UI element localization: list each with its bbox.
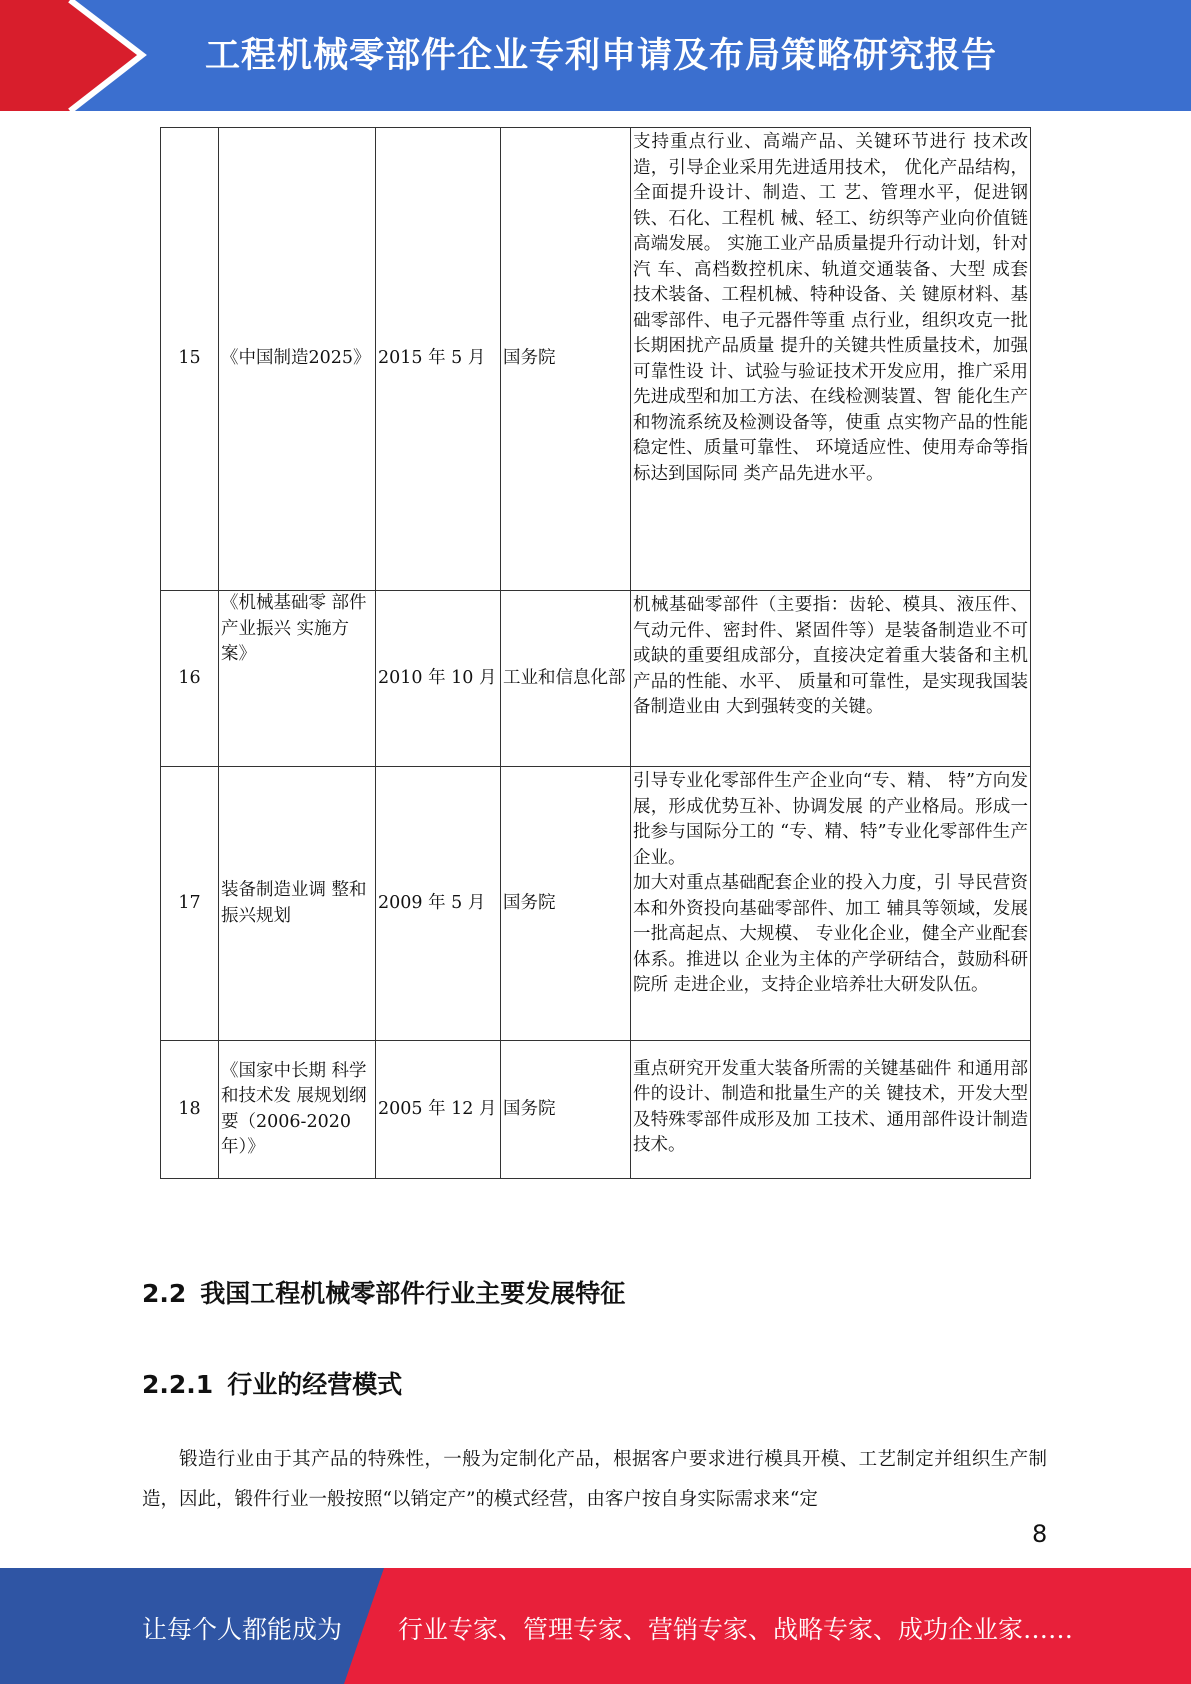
description-paragraph: 加大对重点基础配套企业的投入力度，引 导民营资本和外资投向基础零部件、加工 辅具等领域，发展一批高起点、大规模、 专业化企业，健全产业配套体系。推进以 企业为主体的产学研结合，鼓励科研院所 走进企业，支持企业培养壮大研发队伍。 — [633, 873, 1028, 995]
policy-name: 装备制造业调 整和振兴规划 — [219, 767, 376, 1041]
policy-date: 2010 年 10 月 — [376, 591, 501, 767]
section-heading — [142, 1274, 625, 1310]
policy-name: 《国家中长期 科学和技术发 展规划纲要（2006-2020年）》 — [219, 1041, 376, 1179]
policy-issuer: 国务院 — [501, 767, 631, 1041]
header-title: 工程机械零部件企业专利申请及布局策略研究报告 — [205, 36, 998, 76]
policy-table — [160, 127, 1031, 1179]
policy-name: 《中国制造2025》 — [219, 128, 376, 591]
footer-slogan-right: 行业专家、管理专家、营销专家、战略专家、成功企业家…… — [398, 1615, 1074, 1644]
subsection-number: 2.2.1 — [142, 1370, 214, 1399]
row-number: 15 — [161, 128, 219, 591]
table-row — [161, 591, 1031, 767]
footer-slogan-left: 让每个人都能成为 — [142, 1615, 343, 1644]
policy-issuer: 工业和信息化部 — [501, 591, 631, 767]
body-paragraph: 锻造行业由于其产品的特殊性，一般为定制化产品，根据客户要求进行模具开模、工艺制定并组织生产制造，因此，锻件行业一般按照“以销定产”的模式经营，由客户按自身实际需求来“定 — [142, 1449, 1047, 1510]
policy-description: 重点研究开发重大装备所需的关键基础件 和通用部件的设计、制造和批量生产的关 键技术，开发大型及特殊零部件成形及加 工技术、通用部件设计制造技术。 — [631, 1041, 1031, 1179]
policy-description: 支持重点行业、高端产品、关键环节进行 技术改造，引导企业采用先进适用技术， 优化产品结构，全面提升设计、制造、工 艺、管理水平，促进钢铁、石化、工程机 械、轻工、纺织等产业向价值链高端发展。 实施工业产品质量提升行动计划，针对汽 车、高档数控机床、轨道交通装备、大型 成套技术装备、工程机械、特种设备、关 键原材料、基础零部件、电子元器件等重 点行业，组织攻克一批长期困扰产品质量 提升的关键共性质量技术，加强可靠性设 计、试验与验证技术开发应用，推广采用 先进成型和加工方法、在线检测装置、智 能化生产和物流系统及检测设备等，使重 点实物产品的性能稳定性、质量可靠性、 环境适应性、使用寿命等指标达到国际同 类产品先进水平。 — [631, 128, 1031, 591]
page-number: 8 — [1032, 1520, 1048, 1548]
policy-description: 机械基础零部件（主要指：齿轮、模具、液压件、气动元件、密封件、紧固件等）是装备制造业不可或缺的重要组成部分，直接决定着重大装备和主机产品的性能、水平、 质量和可靠性，是实现我国装备制造业由 大到强转变的关键。 — [631, 591, 1031, 767]
policy-issuer: 国务院 — [501, 1041, 631, 1179]
table-row — [161, 767, 1031, 1041]
policy-description — [631, 767, 1031, 1041]
table-row — [161, 128, 1031, 591]
page-footer — [0, 1568, 1191, 1684]
policy-date: 2005 年 12 月 — [376, 1041, 501, 1179]
subsection-heading — [142, 1365, 402, 1401]
section-number: 2.2 — [142, 1279, 187, 1308]
row-number: 16 — [161, 591, 219, 767]
policy-name: 《机械基础零 部件产业振兴 实施方案》 — [219, 591, 376, 767]
section-title: 我国工程机械零部件行业主要发展特征 — [200, 1279, 626, 1308]
row-number: 17 — [161, 767, 219, 1041]
page-header — [0, 0, 1191, 111]
description-paragraph: 引导专业化零部件生产企业向“专、精、 特”方向发展，形成优势互补、协调发展 的产业格局。形成一批参与国际分工的 “专、精、特”专业化零部件生产企业。 — [633, 771, 1028, 868]
policy-date: 2009 年 5 月 — [376, 767, 501, 1041]
row-number: 18 — [161, 1041, 219, 1179]
table-row — [161, 1041, 1031, 1179]
policy-date: 2015 年 5 月 — [376, 128, 501, 591]
policy-issuer: 国务院 — [501, 128, 631, 591]
subsection-title: 行业的经营模式 — [227, 1370, 403, 1399]
